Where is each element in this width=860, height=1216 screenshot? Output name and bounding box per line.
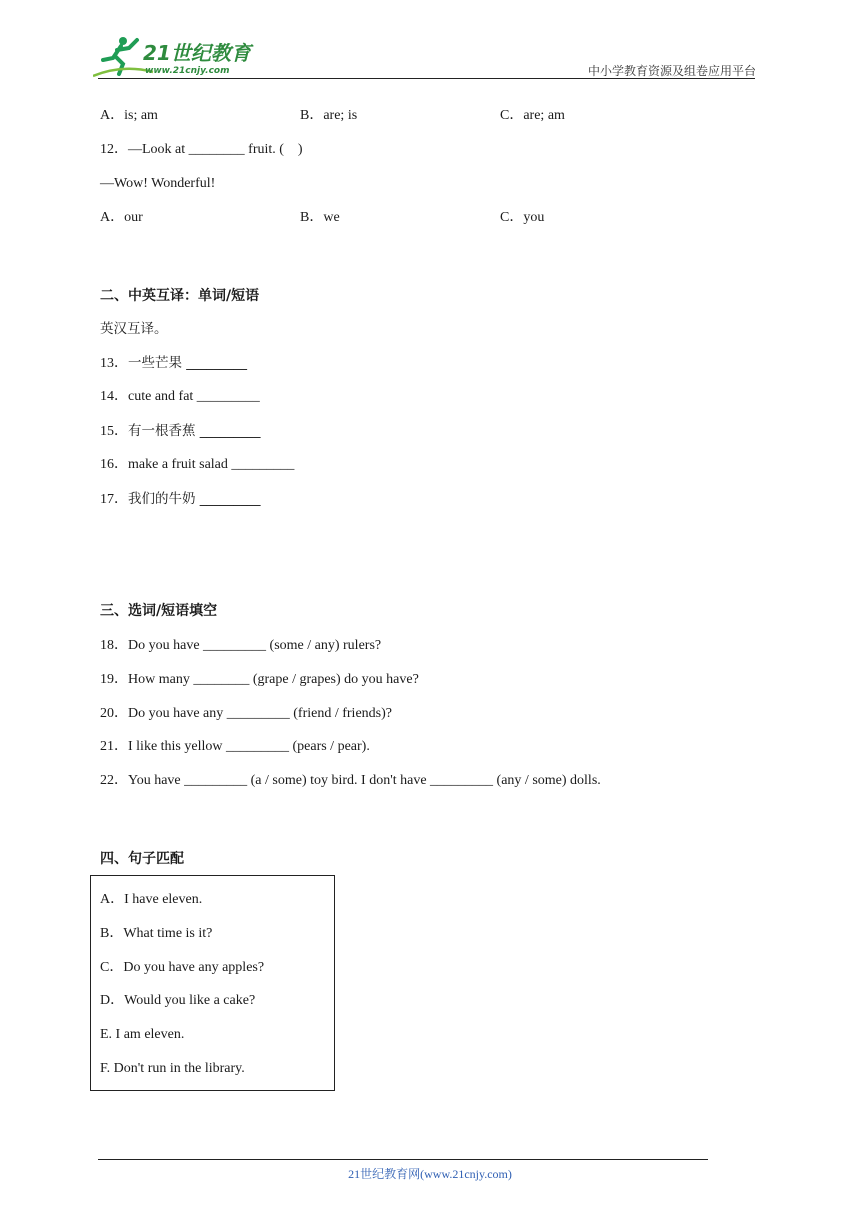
q19: 19．How many ________ (grape / grapes) do you have? (100, 672, 419, 687)
q12-response: —Wow! Wonderful! (100, 176, 216, 191)
q14-number: 14． (100, 389, 128, 404)
footer-divider (98, 1159, 708, 1160)
section2-instruction: 英汉互译。 (100, 321, 168, 337)
q21: 21．I like this yellow _________ (pears / pear). (100, 739, 370, 754)
q17-text: 我们的牛奶 _________ (128, 491, 261, 507)
sentence-option-c: C．Do you have any apples? (100, 960, 265, 975)
sentence-option-b: B．What time is it? (100, 926, 213, 941)
sentence-option-d: D．Would you like a cake? (100, 993, 256, 1008)
header-divider (98, 78, 755, 79)
sentence-option-a: A．I have eleven. (100, 892, 203, 907)
q14 (100, 388, 260, 406)
q22: 22．You have _________ (a / some) toy bird. I don't have _________ (any / some) dolls. (100, 773, 601, 788)
q18: 18．Do you have _________ (some / any) rulers? (100, 638, 382, 653)
section3-title: 三、选词/短语填空 (100, 603, 218, 619)
q17-number: 17． (100, 492, 128, 507)
q12-option-c: C．you (500, 210, 545, 225)
q13 (100, 354, 247, 373)
q15-text: 有一根香蕉 _________ (128, 423, 261, 439)
q12-option-b: B．we (300, 210, 340, 225)
q13-number: 13． (100, 356, 128, 371)
q16-text: make a fruit salad _________ (128, 457, 295, 472)
sentence-options-box (90, 875, 335, 1091)
q17 (100, 490, 261, 509)
logo-subtext: www.21cnjy.com (145, 66, 230, 76)
section4-title: 四、句子匹配 (100, 851, 184, 867)
site-logo (93, 34, 263, 78)
q12-option-a: A．our (100, 210, 143, 225)
page-header (0, 0, 860, 90)
sentence-option-f: F. Don't run in the library. (100, 1061, 245, 1076)
q15-number: 15． (100, 424, 128, 439)
sentence-option-e: E. I am eleven. (100, 1027, 185, 1042)
q15 (100, 422, 261, 441)
section2-title: 二、中英互译：单词/短语 (100, 288, 260, 304)
header-platform-name: 中小学教育资源及组卷应用平台 (587, 64, 756, 78)
logo-text: 21世纪教育 (143, 41, 251, 65)
q16 (100, 456, 294, 474)
q11-option-c: C．are; am (500, 108, 565, 123)
q16-number: 16． (100, 457, 128, 472)
footer-text[interactable]: 21世纪教育网(www.21cnjy.com) (348, 1167, 512, 1181)
q11-option-a: A．is; am (100, 108, 158, 123)
q11-option-b: B．are; is (300, 108, 358, 123)
q13-text: 一些芒果 _________ (128, 355, 248, 371)
q14-text: cute and fat _________ (128, 389, 260, 404)
q12-question: 12．—Look at ________ fruit. ( ) (100, 142, 303, 157)
q20: 20．Do you have any _________ (friend / friends)? (100, 706, 392, 721)
